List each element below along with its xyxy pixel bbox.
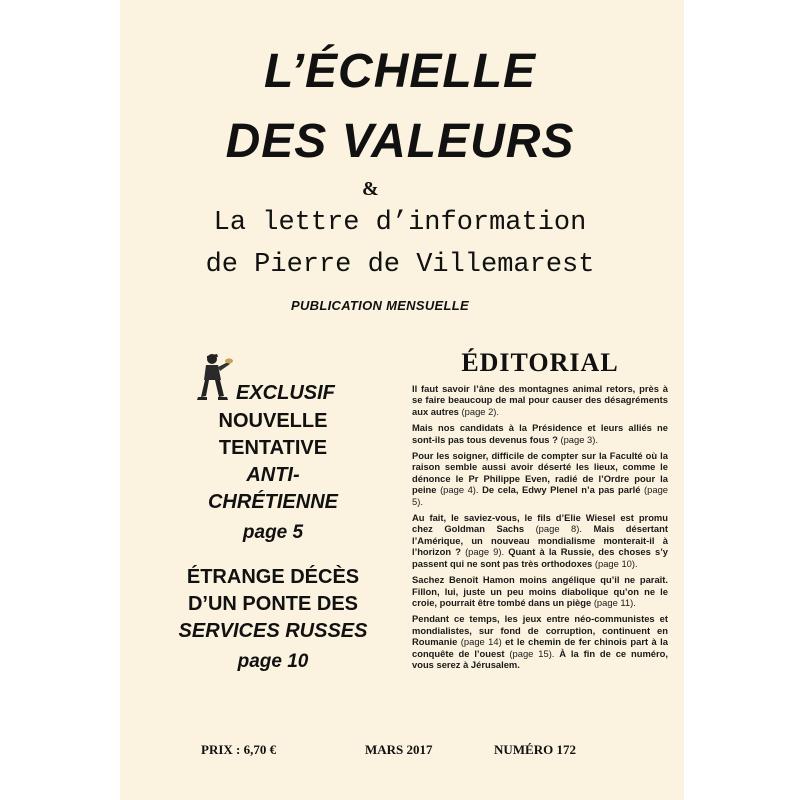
- story2-line2: D’UN PONTE DES: [187, 593, 359, 615]
- story1-line1: NOUVELLE: [218, 410, 328, 432]
- masthead-title-line2: DES VALEURS: [225, 115, 575, 168]
- editorial-paragraph: Au fait, le saviez-vous, le fils d’Elie Wiesel est promu chez Goldman Sachs (page 8). Mais désertant l’Amérique, un nouveau mondialisme monterait-il à l’horizon ? (page 9). Quant à la Russie, des choses s’y passent qui ne sont pas très orthodoxes (page 10).: [412, 512, 669, 569]
- story2-page: page 10: [237, 651, 309, 672]
- story1-page: page 5: [242, 522, 304, 543]
- story2-line1: ÉTRANGE DÉCÈS: [186, 566, 360, 588]
- story1-line4: CHRÉTIENNE: [207, 491, 338, 513]
- issue-number: NUMÉRO 172: [494, 742, 576, 757]
- price-label: PRIX : 6,70 €: [201, 742, 277, 757]
- masthead-subtitle-line2: de Pierre de Villemarest: [205, 250, 595, 280]
- editorial-paragraph: Mais nos candidats à la Présidence et leurs alliés ne sont-ils pas tous devenus fous ? (page 3).: [412, 422, 668, 445]
- editorial-paragraph: Pendant ce temps, les jeux entre néo-communistes et mondialistes, sur fond de corruption, continuent en Roumanie (page 14) et le chemin de fer chinois part à la conquête de l’ouest (page 15). À la fin de ce numéro, vous serez à Jérusalem.: [412, 613, 669, 670]
- mascot-icon: [194, 350, 234, 404]
- story2-line3: SERVICES RUSSES: [178, 620, 368, 642]
- masthead-title-line1: L’ÉCHELLE: [263, 45, 537, 98]
- editorial-title: ÉDITORIAL: [461, 348, 619, 377]
- issue-date: MARS 2017: [365, 742, 433, 757]
- publication-frequency: PUBLICATION MENSUELLE: [291, 298, 469, 313]
- editorial-paragraph: Il faut savoir l’âne des montagnes animal retors, près à se faire beaucoup de mal pour causer des désagréments aux autres (page 2).: [412, 383, 668, 417]
- masthead-ampersand: &: [362, 178, 379, 200]
- story1-line3: ANTI-: [246, 464, 300, 486]
- editorial-paragraph: Sachez Benoît Hamon moins angélique qu’il ne paraît. Fillon, lui, juste un peu moins diabolique qu’on ne le croie, pourrait être tombé dans un piège (page 11).: [412, 574, 668, 608]
- editorial-paragraph: Pour les soigner, difficile de compter sur la Faculté où la raison semble aussi avoir déserté les lieux, comme le dénonce le Pr Philippe Even, radié de l’Ordre pour la peine (page 4). De cela, Edwy Plenel n’a pas parlé (page 5).: [412, 450, 669, 507]
- editorial-body: [412, 383, 668, 675]
- headlines-column: [148, 350, 398, 673]
- masthead-subtitle-line1: La lettre d’information: [213, 208, 587, 238]
- exclusive-label: EXCLUSIF: [236, 382, 335, 404]
- story1-line2: TENTATIVE: [218, 437, 328, 459]
